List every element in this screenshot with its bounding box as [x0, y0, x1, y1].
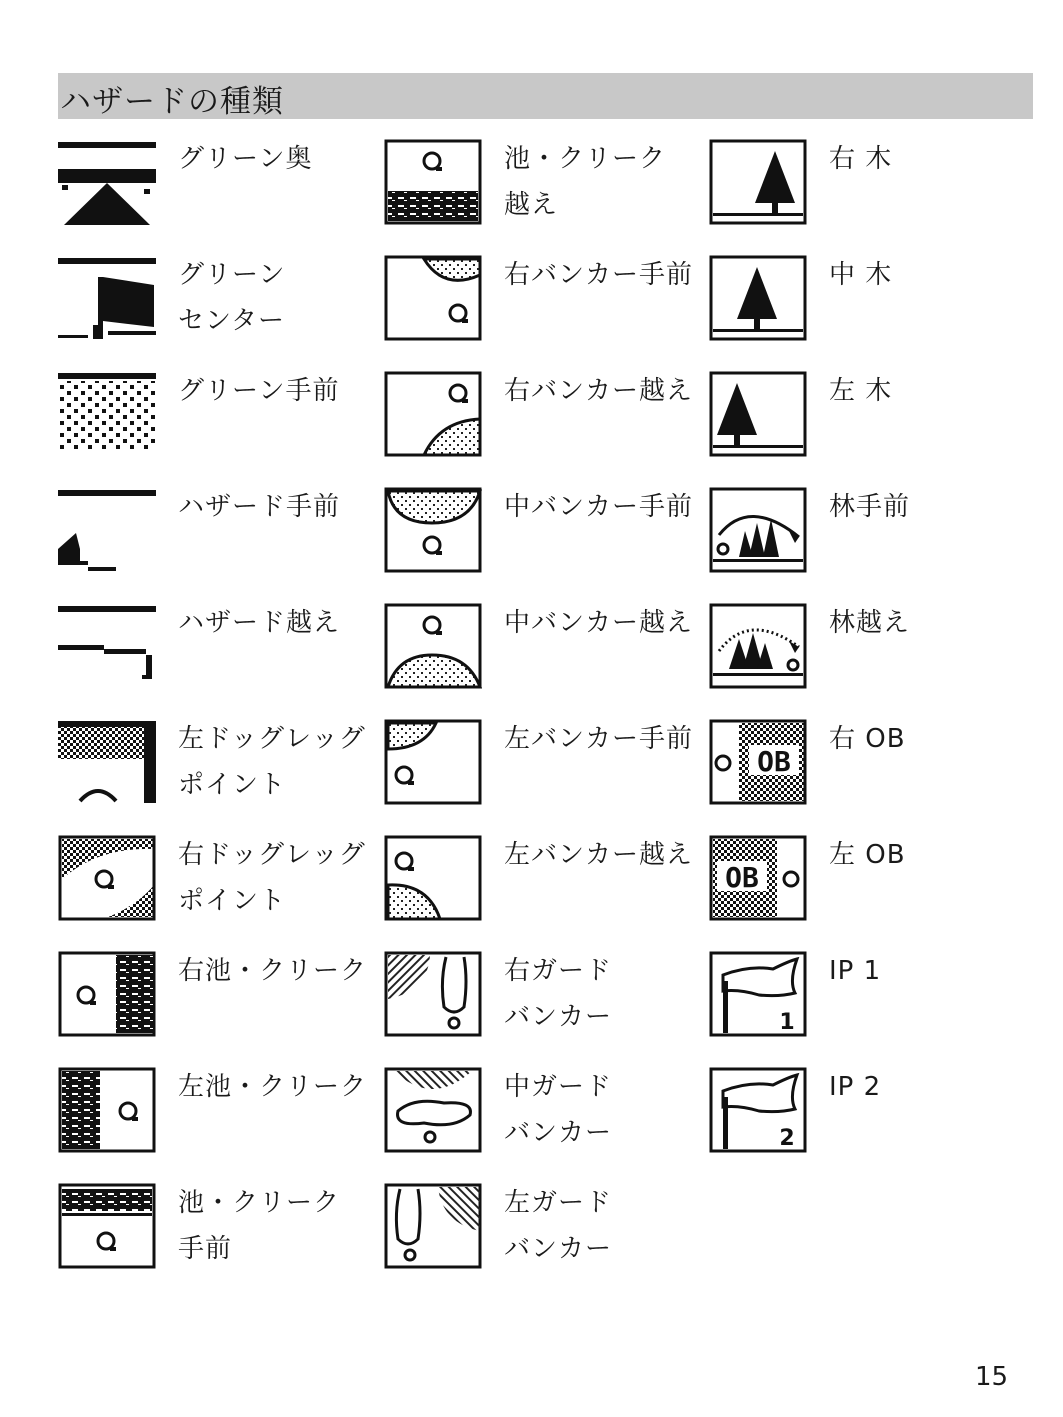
left-tree-icon: [709, 371, 807, 457]
label-line: 右バンカー手前: [504, 260, 694, 290]
right-ob-icon: [709, 719, 807, 805]
label-line: IP 2: [829, 1072, 882, 1102]
label-line: 池・クリーク: [504, 144, 667, 174]
left-guard-bunker-icon: [384, 1183, 482, 1269]
ip1-icon: [709, 951, 807, 1037]
label-line: センター: [178, 306, 285, 336]
label-line: 中 木: [829, 260, 893, 290]
label-line: ポイント: [178, 886, 287, 916]
left-ob-icon: [709, 835, 807, 921]
label-line: 越え: [504, 190, 559, 220]
label-line: グリーン: [178, 260, 286, 290]
label-line: IP 1: [829, 956, 882, 986]
svg-text:OB: OB: [757, 745, 791, 778]
label-line: 林手前: [829, 492, 911, 522]
label-line: ポイント: [178, 770, 287, 800]
woods-front-icon: [709, 487, 807, 573]
label-line: 中バンカー手前: [504, 492, 694, 522]
ip-number: 2: [779, 1126, 795, 1151]
section-title-bar: [58, 73, 1033, 119]
svg-text:OB: OB: [725, 861, 759, 894]
label-line: 右池・クリーク: [178, 956, 368, 986]
label-line: 左バンカー手前: [504, 724, 694, 754]
label-line: 左 木: [829, 376, 893, 406]
label-line: 右 OB: [829, 724, 906, 754]
ip2-icon: [709, 1067, 807, 1153]
page-number: 15: [975, 1362, 1009, 1392]
label-line: 林越え: [829, 608, 911, 638]
label-line: 右バンカー越え: [504, 376, 694, 406]
label-line: 左バンカー越え: [504, 840, 694, 870]
label-line: 池・クリーク: [178, 1188, 341, 1218]
label-line: 右 木: [829, 144, 893, 174]
label-line: 中バンカー越え: [504, 608, 694, 638]
label-line: ハザード手前: [178, 492, 341, 522]
label-line: バンカー: [504, 1002, 613, 1032]
label-line: 中ガード: [504, 1072, 613, 1102]
woods-over-icon: [709, 603, 807, 689]
ip-number: 1: [779, 1010, 795, 1035]
label-line: バンカー: [504, 1118, 613, 1148]
label-line: 左 OB: [829, 840, 906, 870]
label-line: 右ドッグレッグ: [178, 840, 366, 870]
label-line: 左池・クリーク: [178, 1072, 368, 1102]
label-line: グリーン奥: [178, 144, 313, 174]
label-line: 右ガード: [504, 956, 613, 986]
label-line: 左ガード: [504, 1188, 613, 1218]
right-tree-icon: [709, 139, 807, 225]
label-line: 左ドッグレッグ: [178, 724, 366, 754]
center-tree-icon: [709, 255, 807, 341]
label-line: グリーン手前: [178, 376, 340, 406]
label-line: バンカー: [504, 1234, 613, 1264]
label-line: 手前: [178, 1234, 233, 1264]
label-line: ハザード越え: [178, 608, 341, 638]
section-title: ハザードの種類: [60, 84, 284, 120]
